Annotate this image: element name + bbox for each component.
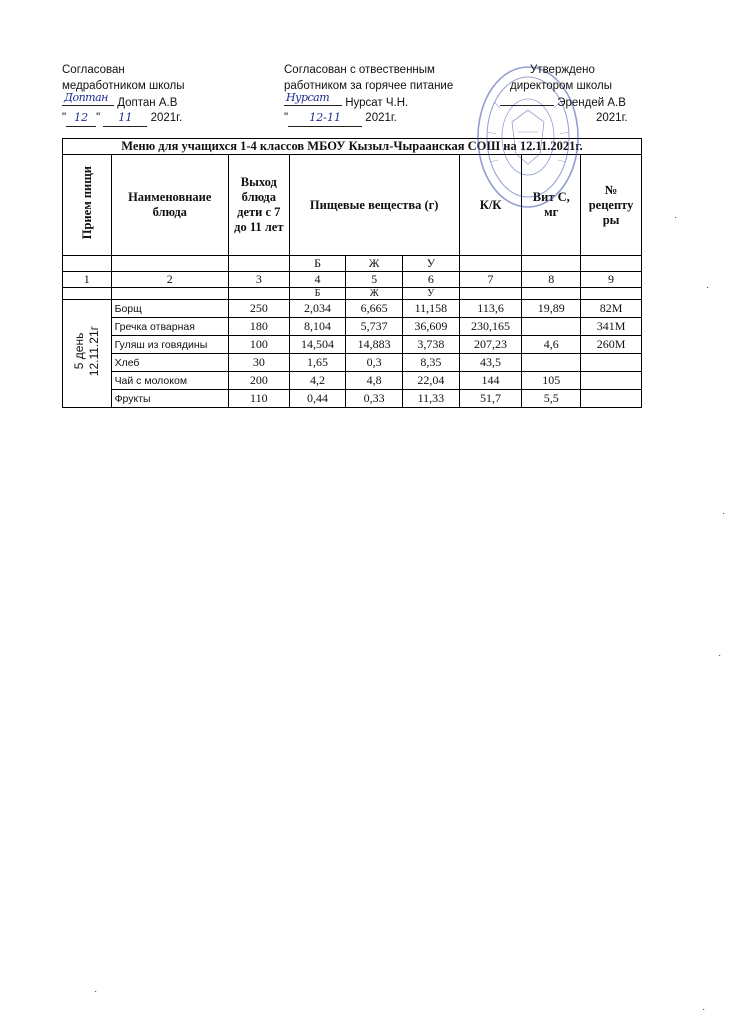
carbs: 11,33 bbox=[403, 390, 460, 408]
approval-signature-line bbox=[284, 91, 453, 110]
date-day: 12 bbox=[66, 110, 96, 127]
kcal: 43,5 bbox=[459, 354, 522, 372]
col-number: 2 bbox=[111, 272, 228, 288]
vitc: 19,89 bbox=[522, 300, 581, 318]
letter-zh: Ж bbox=[346, 256, 403, 272]
signer-name: Эрендей А.В bbox=[557, 97, 626, 109]
date-year: 2021г. bbox=[596, 112, 628, 124]
protein: 1,65 bbox=[289, 354, 346, 372]
recipe: 341М bbox=[581, 318, 642, 336]
protein: 4,2 bbox=[289, 372, 346, 390]
recipe: 260М bbox=[581, 336, 642, 354]
scan-speck: · bbox=[722, 508, 726, 519]
col-number: 5 bbox=[346, 272, 403, 288]
signature bbox=[284, 91, 342, 106]
carbs: 22,04 bbox=[403, 372, 460, 390]
vitc: 5,5 bbox=[522, 390, 581, 408]
empty-cell bbox=[581, 256, 642, 272]
carbs: 8,35 bbox=[403, 354, 460, 372]
empty-cell bbox=[63, 288, 112, 300]
header-kcal: К/К bbox=[459, 155, 522, 256]
vitc bbox=[522, 318, 581, 336]
approval-date bbox=[500, 110, 628, 126]
signer-name: Нурсат Ч.Н. bbox=[345, 97, 409, 109]
carbs: 11,158 bbox=[403, 300, 460, 318]
day-label bbox=[72, 326, 102, 376]
approval-director bbox=[500, 62, 628, 126]
approval-date: " 12 " 11 2021г. bbox=[62, 110, 185, 126]
fat: 14,883 bbox=[346, 336, 403, 354]
day-label-line2: 12.11.21г bbox=[86, 326, 101, 377]
protein: 2,034 bbox=[289, 300, 346, 318]
table-title: Меню для учащихся 1-4 классов МБОУ Кызыл-Чыраанская СОШ на 12.11.2021г. bbox=[63, 139, 642, 155]
approval-line2: директором школы bbox=[510, 80, 613, 92]
scan-speck: · bbox=[706, 282, 710, 293]
signer-name: Доптан А.В bbox=[117, 97, 178, 109]
protein: 0,44 bbox=[289, 390, 346, 408]
empty-cell bbox=[228, 256, 289, 272]
day-label-line1: 5 день bbox=[71, 333, 86, 370]
approval-signature-line bbox=[62, 91, 185, 110]
signature bbox=[62, 91, 114, 106]
protein: 14,504 bbox=[289, 336, 346, 354]
scan-speck: · bbox=[702, 1004, 706, 1015]
dish-name: Хлеб bbox=[111, 354, 228, 372]
col-number: 1 bbox=[63, 272, 112, 288]
fat: 0,3 bbox=[346, 354, 403, 372]
handwritten-signature: Доптан bbox=[64, 91, 108, 104]
table-row bbox=[63, 336, 642, 354]
fat: 6,665 bbox=[346, 300, 403, 318]
carbs: 36,609 bbox=[403, 318, 460, 336]
empty-cell bbox=[522, 288, 581, 300]
signature bbox=[500, 94, 554, 106]
empty-cell bbox=[459, 288, 522, 300]
portion: 30 bbox=[228, 354, 289, 372]
scan-speck: · bbox=[674, 212, 678, 223]
header-recipe: № рецепту ры bbox=[581, 155, 642, 256]
fat: 4,8 bbox=[346, 372, 403, 390]
dish-name: Фрукты bbox=[111, 390, 228, 408]
date-day-month: 12-11 bbox=[288, 110, 362, 127]
recipe bbox=[581, 390, 642, 408]
table-row bbox=[63, 390, 642, 408]
approval-date: " 12-11 2021г. bbox=[284, 110, 453, 126]
empty-cell bbox=[459, 256, 522, 272]
col-number: 7 bbox=[459, 272, 522, 288]
header-meal bbox=[63, 155, 112, 256]
dish-name: Чай с молоком bbox=[111, 372, 228, 390]
date-month: 11 bbox=[326, 111, 341, 124]
col-number: 9 bbox=[581, 272, 642, 288]
header-dish: Наименовнаие блюда bbox=[111, 155, 228, 256]
empty-cell bbox=[111, 288, 228, 300]
kcal: 230,165 bbox=[459, 318, 522, 336]
table-row bbox=[63, 372, 642, 390]
kcal: 51,7 bbox=[459, 390, 522, 408]
approval-line1: Согласован с отвественным bbox=[284, 64, 435, 76]
nutrient-letters-row-small bbox=[63, 288, 642, 300]
approval-food-responsible bbox=[284, 62, 453, 126]
fat: 5,737 bbox=[346, 318, 403, 336]
vitc: 105 bbox=[522, 372, 581, 390]
portion: 180 bbox=[228, 318, 289, 336]
handwritten-signature: Нурсат bbox=[286, 91, 330, 104]
header-meal-label: Прием пищи bbox=[79, 166, 94, 240]
kcal: 144 bbox=[459, 372, 522, 390]
col-number: 3 bbox=[228, 272, 289, 288]
recipe: 82М bbox=[581, 300, 642, 318]
empty-cell bbox=[581, 288, 642, 300]
vitc: 4,6 bbox=[522, 336, 581, 354]
column-numbers-row bbox=[63, 272, 642, 288]
kcal: 207,23 bbox=[459, 336, 522, 354]
approval-signature-line bbox=[500, 94, 628, 110]
empty-cell bbox=[111, 256, 228, 272]
day-cell bbox=[63, 300, 112, 408]
empty-cell bbox=[63, 256, 112, 272]
kcal: 113,6 bbox=[459, 300, 522, 318]
empty-cell bbox=[228, 288, 289, 300]
date-year: 2021г. bbox=[365, 112, 397, 124]
dish-name: Гречка отварная bbox=[111, 318, 228, 336]
fat: 0,33 bbox=[346, 390, 403, 408]
dish-name: Борщ bbox=[111, 300, 228, 318]
portion: 100 bbox=[228, 336, 289, 354]
header-vitc: Вит С, мг bbox=[522, 155, 581, 256]
approval-line1: Утверждено bbox=[530, 64, 595, 76]
approval-line1: Согласован bbox=[62, 64, 125, 76]
letter-u: У bbox=[403, 256, 460, 272]
table-row bbox=[63, 354, 642, 372]
letter-zh: Ж bbox=[346, 288, 403, 300]
date-year: 2021г. bbox=[150, 112, 183, 124]
table-row bbox=[63, 300, 642, 318]
portion: 200 bbox=[228, 372, 289, 390]
recipe bbox=[581, 354, 642, 372]
date-month: 11 bbox=[103, 110, 147, 127]
scan-speck: · bbox=[718, 650, 722, 661]
approval-line2: медработником школы bbox=[62, 80, 185, 92]
col-number: 8 bbox=[522, 272, 581, 288]
portion: 250 bbox=[228, 300, 289, 318]
portion: 110 bbox=[228, 390, 289, 408]
header-nutrients: Пищевые вещества (г) bbox=[289, 155, 459, 256]
recipe bbox=[581, 372, 642, 390]
letter-b: Б bbox=[289, 288, 346, 300]
header-portion: Выход блюда дети с 7 до 11 лет bbox=[228, 155, 289, 256]
dish-name: Гуляш из говядины bbox=[111, 336, 228, 354]
letter-b: Б bbox=[289, 256, 346, 272]
carbs: 3,738 bbox=[403, 336, 460, 354]
scan-speck: · bbox=[94, 986, 98, 997]
vitc bbox=[522, 354, 581, 372]
letter-u: У bbox=[403, 288, 460, 300]
col-number: 4 bbox=[289, 272, 346, 288]
protein: 8,104 bbox=[289, 318, 346, 336]
approval-medical bbox=[62, 62, 185, 126]
col-number: 6 bbox=[403, 272, 460, 288]
nutrient-letters-row bbox=[63, 256, 642, 272]
table-row bbox=[63, 318, 642, 336]
date-day: 12 bbox=[309, 111, 324, 124]
approval-line2: работником за горячее питание bbox=[284, 80, 454, 92]
empty-cell bbox=[522, 256, 581, 272]
